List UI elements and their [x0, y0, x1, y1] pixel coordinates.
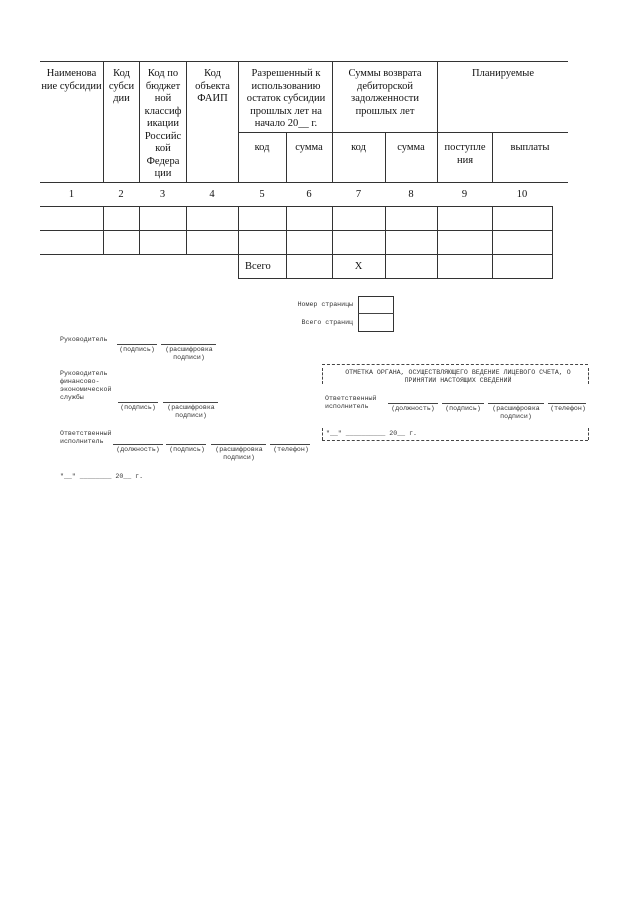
date-line: "__" ________ 20__ г. [60, 473, 144, 480]
header-subsidy-code: Код субси дии [108, 68, 135, 104]
stamp-title: ОТМЕТКА ОРГАНА, ОСУЩЕСТВЛЯЮЩЕГО ВЕДЕНИЕ ЛИЦЕВОГО СЧЕТА, О ПРИНЯТИИ НАСТОЯЩИХ СВЕДЕНИЙ [345, 369, 571, 384]
col-number-8: 8 [408, 189, 414, 200]
header-payments-10: выплаты [510, 142, 550, 153]
fin-decode-caption: (расшифровка подписи) [167, 404, 215, 419]
header-allowed-remainder: Разрешенный к использованию остаток субсидии прошлых лет на начало 20__ г. [246, 68, 326, 129]
total-x-mark: X [354, 261, 363, 272]
page-number-label: Номер страницы [297, 301, 353, 308]
col-number-3: 3 [159, 189, 166, 200]
total-label: Всего [245, 261, 271, 272]
exec-phone-caption: (телефон) [273, 446, 309, 453]
header-faip-code: Код объекта ФАИП [195, 68, 230, 104]
header-code-5: код [254, 142, 270, 153]
col-number-7: 7 [355, 189, 362, 200]
col-number-10: 10 [516, 189, 528, 200]
col-number-6: 6 [306, 189, 312, 200]
exec-label: Ответственный исполнитель [60, 430, 112, 445]
stamp-phone-caption: (телефон) [550, 405, 586, 412]
stamp-exec-label: Ответственный исполнитель [325, 395, 377, 410]
exec-decode-caption: (расшифровка подписи) [215, 446, 263, 461]
exec-position-caption: (должность) [116, 446, 160, 453]
head-sign-caption: (подпись) [119, 346, 155, 353]
fin-head-label: Руководитель финансово-экономической службы [60, 370, 112, 401]
col-number-5: 5 [259, 189, 265, 200]
stamp-date-line: "__" __________ 20__ г. [326, 430, 418, 437]
total-pages-label: Всего страниц [301, 319, 353, 326]
header-receipts-9: поступле ния [444, 142, 486, 166]
header-budget-code: Код по бюджет ной классиф икации Российс кой Федера ции [144, 68, 182, 179]
col-number-9: 9 [461, 189, 468, 200]
fin-sign-caption: (подпись) [120, 404, 156, 411]
header-subsidy-name: Наименова ние субсидии [41, 68, 102, 92]
header-code-7: код [351, 142, 366, 153]
head-decode-caption: (расшифровка подписи) [165, 346, 213, 361]
exec-sign-caption: (подпись) [169, 446, 205, 453]
header-planned: Планируемые [472, 68, 534, 79]
stamp-position-caption: (должность) [391, 405, 435, 412]
head-label: Руководитель [60, 336, 108, 343]
stamp-sign-caption: (подпись) [445, 405, 481, 412]
col-number-1: 1 [68, 189, 75, 200]
col-number-2: 2 [118, 189, 124, 200]
col-number-4: 4 [209, 189, 215, 200]
header-sum-8: сумма [397, 142, 425, 153]
header-sum-6: сумма [295, 142, 323, 153]
stamp-decode-caption: (расшифровка подписи) [492, 405, 540, 420]
header-receivables-return: Суммы возврата дебиторской задолженности прошлых лет [348, 68, 422, 117]
page-number-box [358, 296, 394, 332]
